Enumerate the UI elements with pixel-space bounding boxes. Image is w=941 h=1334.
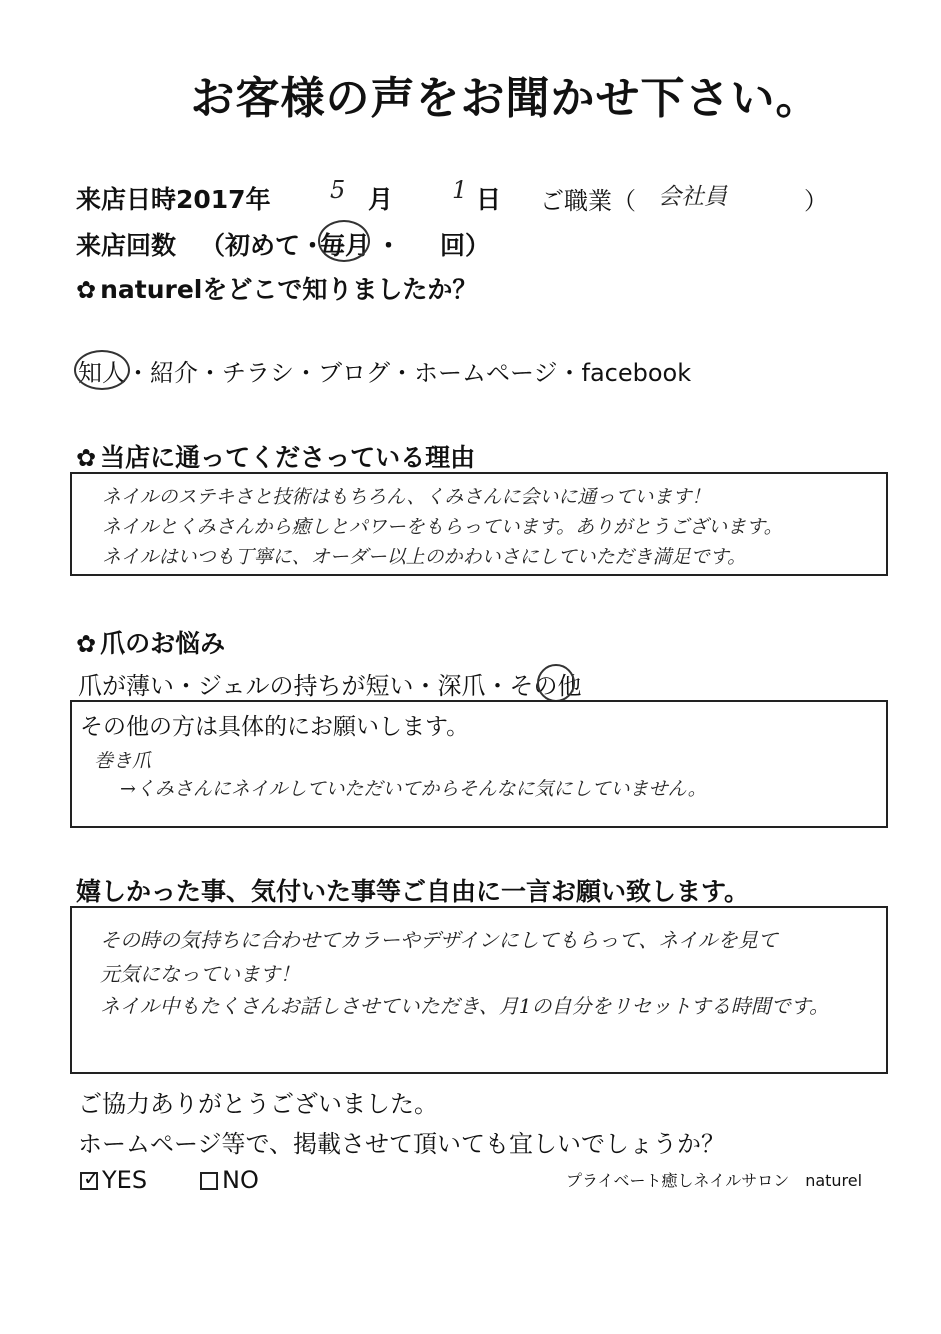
yes-option[interactable] xyxy=(80,1166,147,1194)
visit-day-value[interactable]: 1 xyxy=(452,176,468,204)
selection-circle xyxy=(74,350,130,390)
reason-line: ネイルとくみさんから癒しとパワーをもらっています。ありがとうございます。 xyxy=(102,516,783,538)
source-heading-text: naturelをどこで知りましたか？ xyxy=(100,275,478,304)
nails-options-before: 爪が薄い・ジェルの持ちが短い・深爪・そ xyxy=(78,672,534,700)
no-label: NO xyxy=(222,1166,259,1194)
visit-count-open: （初めて・ xyxy=(200,231,326,260)
nails-box-prompt: その他の方は具体的にお願いします。 xyxy=(80,714,470,740)
nails-heading-text: 爪のお悩み xyxy=(100,629,226,658)
nails-box[interactable] xyxy=(70,700,888,828)
flower-icon: ✿ xyxy=(76,444,97,472)
visit-count-rest: ・ xyxy=(376,231,402,260)
yes-checkbox[interactable] xyxy=(80,1166,100,1190)
visit-date-label: 来店日時2017年 xyxy=(76,185,271,214)
job-label: ご職業（ xyxy=(540,187,636,215)
visit-month-value[interactable]: 5 xyxy=(330,176,346,204)
permission-question: ホームページ等で、掲載させて頂いても宜しいでしょうか？ xyxy=(78,1130,726,1158)
salon-name: プライベート癒しネイルサロン naturel xyxy=(566,1171,863,1190)
yes-label: YES xyxy=(102,1166,148,1194)
no-option[interactable] xyxy=(200,1166,259,1194)
selection-circle xyxy=(318,220,370,262)
job-value[interactable]: 会社員 xyxy=(658,184,727,210)
reason-heading-text: 当店に通ってくださっている理由 xyxy=(100,443,476,472)
no-checkbox[interactable] xyxy=(200,1172,218,1190)
reason-line: ネイルのステキさと技術はもちろん、くみさんに会いに通っています！ xyxy=(102,486,711,508)
job-close: ） xyxy=(804,187,828,215)
flower-icon: ✿ xyxy=(76,630,97,658)
nails-line: 巻き爪 xyxy=(94,750,152,772)
reason-line: ネイルはいつも丁寧に、オーダー以上のかわいさにしていただき満足です。 xyxy=(102,546,747,568)
source-options-rest: ・紹介・チラシ・ブログ・ホームページ・facebook xyxy=(126,359,692,387)
visit-count-circled[interactable]: 毎月 xyxy=(320,231,371,260)
free-heading: 嬉しかった事、気付いた事等ご自由に一言お願い致します。 xyxy=(76,877,750,906)
nails-option-circled[interactable]: の xyxy=(533,672,558,700)
nails-options xyxy=(78,666,582,701)
page-title: お客様の声をお聞かせ下さい。 xyxy=(190,73,821,124)
free-line: ネイル中もたくさんお話しさせていただき、月1の自分をリセットする時間です。 xyxy=(100,994,830,1018)
nails-options-after: 他 xyxy=(557,672,582,700)
visit-count-label: 来店回数 xyxy=(76,231,177,260)
selection-circle xyxy=(537,664,575,702)
source-option-circled[interactable]: 知人 xyxy=(78,359,126,387)
nails-heading xyxy=(76,624,225,660)
reason-heading xyxy=(76,438,475,474)
visit-month-label: 月 xyxy=(368,185,394,214)
free-box[interactable] xyxy=(70,906,888,1074)
source-options xyxy=(78,353,691,388)
free-line: 元気になっています！ xyxy=(100,962,300,986)
check-icon: ✓ xyxy=(83,1166,100,1190)
source-heading xyxy=(76,270,477,306)
free-line: その時の気持ちに合わせてカラーやデザインにしてもらって、ネイルを見て xyxy=(100,928,778,952)
nails-line: →くみさんにネイルしていただいてからそんなに気にしていません。 xyxy=(120,778,707,800)
visit-day-label: 日 xyxy=(476,185,502,214)
reason-box[interactable] xyxy=(70,472,888,576)
visit-count-unit: 回） xyxy=(440,231,491,260)
thanks-text: ご協力ありがとうございました。 xyxy=(78,1090,438,1118)
flower-icon: ✿ xyxy=(76,276,97,304)
